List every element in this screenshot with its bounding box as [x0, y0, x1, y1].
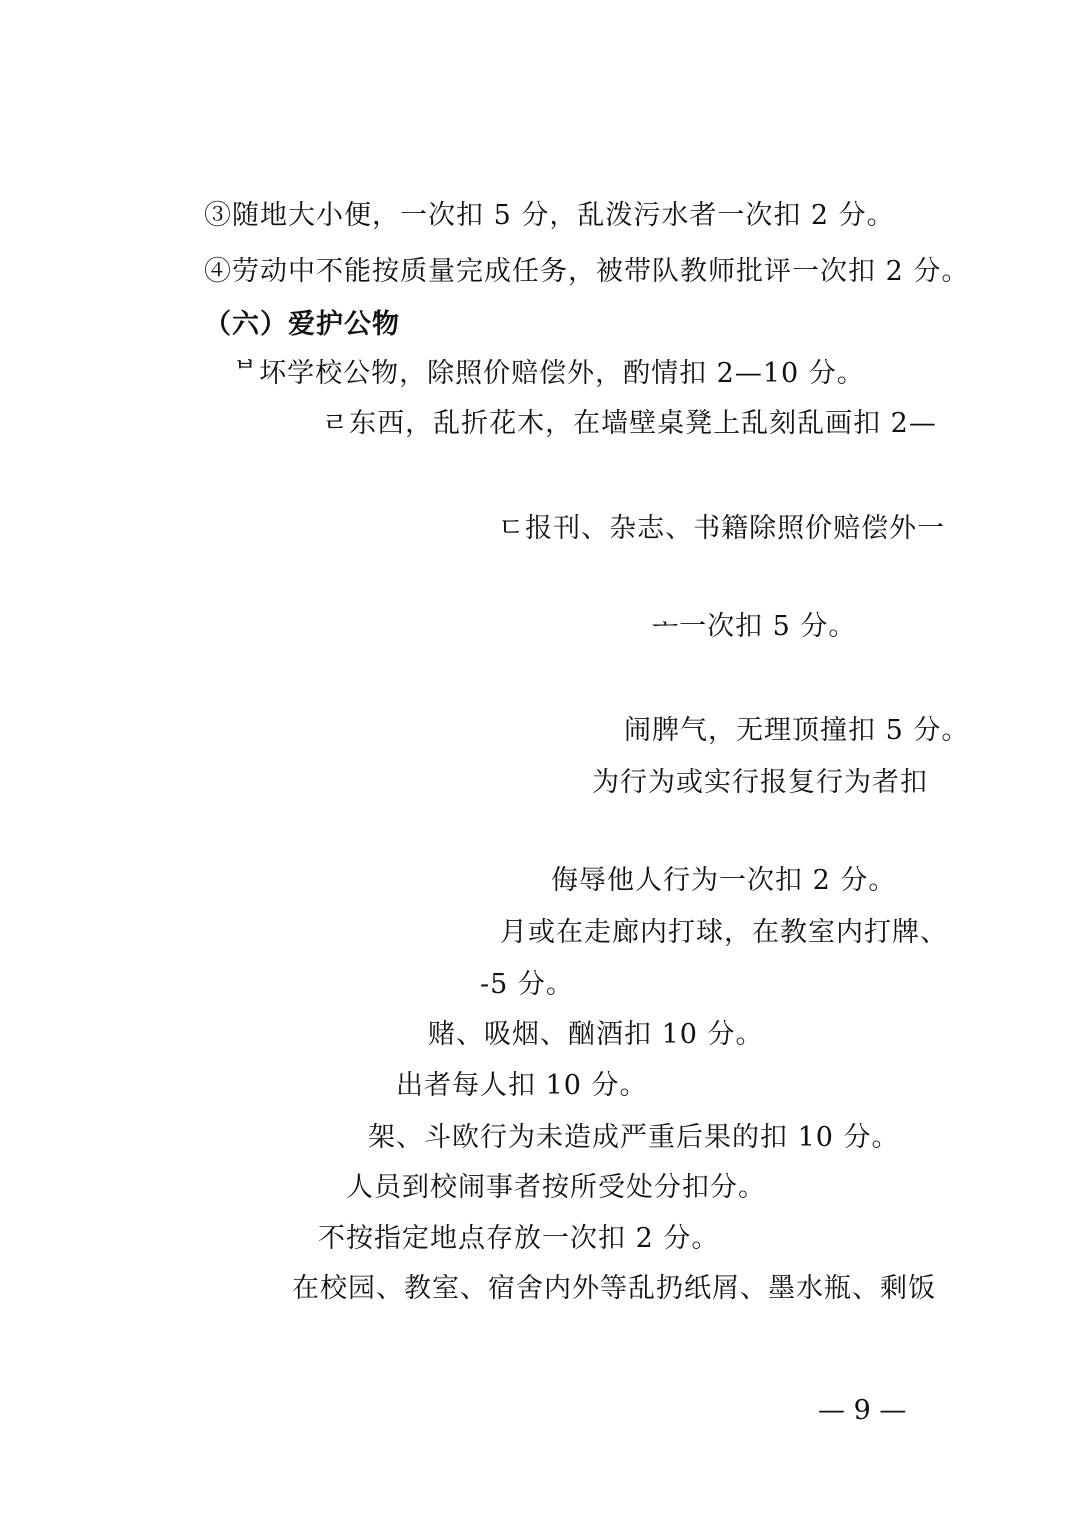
text-line-8: 闹脾气，无理顶撞扣 5 分。: [624, 715, 970, 746]
text-line-9: 为行为或实行报复行为者扣: [592, 767, 928, 798]
text-line-14: 出者每人扣 10 分。: [396, 1070, 648, 1101]
text-line-12: -5 分。: [480, 969, 574, 1000]
text-line-10: 侮辱他人行为一次扣 2 分。: [551, 865, 897, 896]
text-line-13: 赌、吸烟、酗酒扣 10 分。: [428, 1019, 764, 1050]
text-line-1: ③随地大小便，一次扣 5 分，乱泼污水者一次扣 2 分。: [204, 200, 895, 231]
text-line-5: ㄹ东西，乱折花木，在墙壁桌凳上乱刻乱画扣 2—: [322, 408, 937, 439]
text-line-6: ㄷ报刊、杂志、书籍除照价赔偿外一: [498, 513, 946, 544]
section-heading: （六）爱护公物: [204, 309, 400, 340]
page-number: — 9 —: [818, 1395, 907, 1426]
text-line-18: 在校园、教室、宿舍内外等乱扔纸屑、墨水瓶、剩饭: [292, 1273, 936, 1304]
text-line-16: 人员到校闹事者按所受处分扣分。: [346, 1172, 766, 1203]
text-line-4: ᄇ坏学校公物，除照价赔偿外，酌情扣 2—10 分。: [232, 358, 865, 389]
text-line-17: 不按指定地点存放一次扣 2 分。: [318, 1223, 720, 1254]
text-line-7: ᅩ一次扣 5 分。: [652, 611, 857, 642]
text-line-15: 架、斗欧行为未造成严重后果的扣 10 分。: [368, 1122, 900, 1153]
text-line-2: ④劳动中不能按质量完成任务，被带队教师批评一次扣 2 分。: [204, 256, 970, 287]
text-line-11: 月或在走廊内打球，在教室内打牌、: [500, 917, 948, 948]
